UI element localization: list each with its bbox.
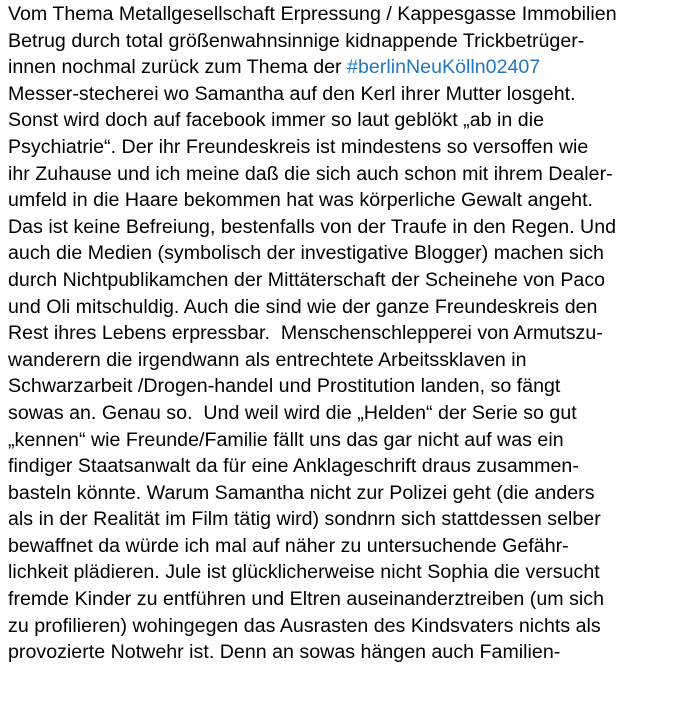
document-body [8,1,682,666]
text-line: ihr Zuhause und ich meine daß die sich auch schon mit ihrem Dealer- [8,162,613,185]
text-line: sowas an. Genau so. Und weil wird die „Helden“ der Serie so gut [8,401,577,424]
text-line: „kennen“ wie Freunde/Familie fällt uns das gar nicht auf was ein [8,428,564,451]
text-line: umfeld in die Haare bekommen hat was körperliche Gewalt angeht. [8,189,594,212]
text-line [8,54,682,81]
text-line: durch Nichtpublikamchen der Mittäterschaft der Scheinehe von Paco [8,268,606,291]
text-line: bewaffnet da würde ich mal auf näher zu untersuchende Gefähr- [8,534,569,557]
text-line: Betrug durch total größenwahnsinnige kidnappende Trickbetrüger- [8,29,585,52]
text-line: Schwarzarbeit /Drogen-handel und Prostitution landen, so fängt [8,375,561,398]
text-line: Psychiatrie“. Der ihr Freundeskreis ist mindestens so versoffen wie [8,135,589,158]
hashtag-link[interactable]: #berlinNeuKölln02407 [347,56,541,79]
text-line: zu profilieren) wohingegen das Ausrasten des Kindsvaters nichts als [8,614,601,637]
text-line: Sonst wird doch auf facebook immer so laut geblökt „ab in die [8,109,544,132]
text-line: wanderern die irgendwann als entrechtete Arbeitssklaven in [8,348,527,371]
text-line: Rest ihres Lebens erpressbar. Menschenschlepperei von Armutszu- [8,322,603,345]
text-line: findiger Staatsanwalt da für eine Anklageschrift draus zusammen- [8,455,579,478]
text-line: Das ist keine Befreiung, bestenfalls von der Traufe in den Regen. Und [8,215,617,238]
text-line: Messer-stecherei wo Samantha auf den Kerl ihrer Mutter losgeht. [8,82,576,105]
text-line: Vom Thema Metallgesellschaft Erpressung / Kappesgasse Immobilien [8,3,617,25]
text-segment: innen nochmal zurück zum Thema der [8,56,348,79]
text-line: als in der Realität im Film tätig wird) sondnrn sich stattdessen selber [8,508,601,531]
text-line: fremde Kinder zu entführen und Eltren auseinanderztreiben (um sich [8,588,605,611]
text-line: lichkeit plädieren. Jule ist glücklicherweise nicht Sophia die versucht [8,561,600,584]
text-line: basteln könnte. Warum Samantha nicht zur Polizei geht (die anders [8,481,595,504]
text-line: auch die Medien (symbolisch der investigative Blogger) machen sich [8,242,604,265]
text-line: provozierte Notwehr ist. Denn an sowas hängen auch Familien- [8,641,561,664]
text-line: und Oli mitschuldig. Auch die sind wie der ganze Freundeskreis den [8,295,598,318]
